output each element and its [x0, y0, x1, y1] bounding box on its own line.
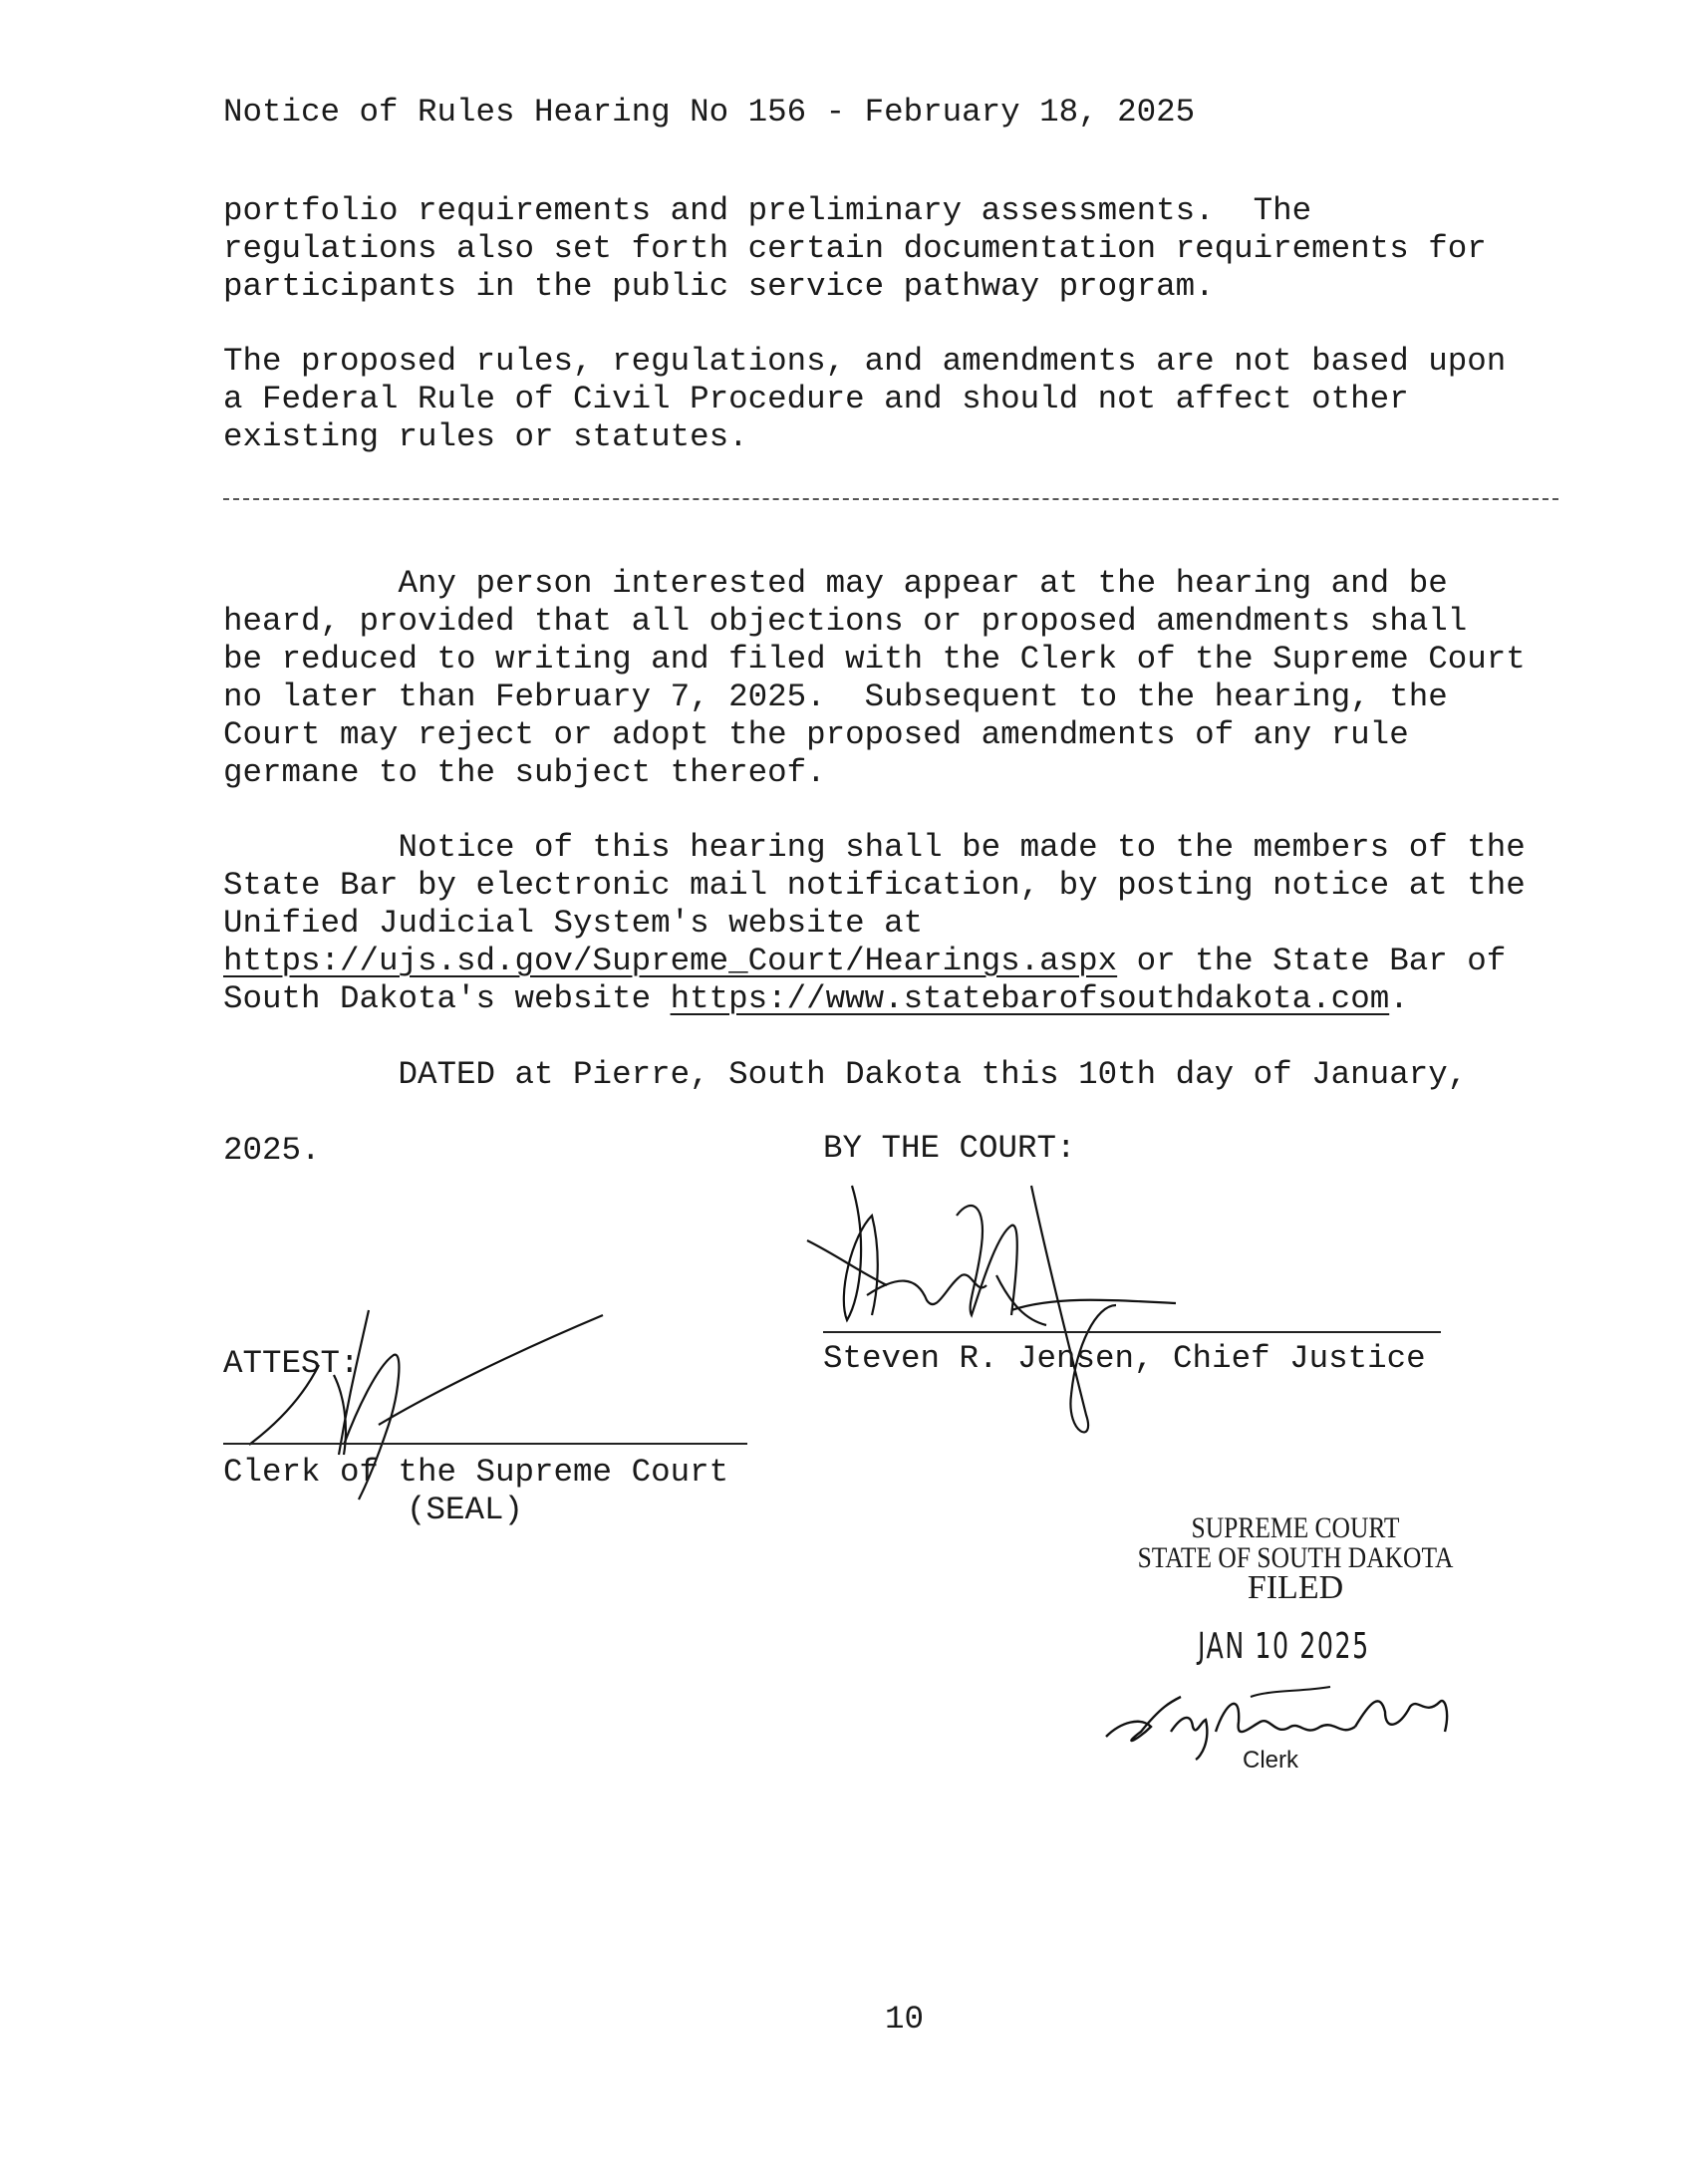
- paragraph-line: Any person interested may appear at the hearing and be: [223, 565, 1448, 602]
- stamp-state-name: STATE OF SOUTH DAKOTA: [1137, 1541, 1454, 1574]
- stamp-date: JAN 10 2025: [1198, 1626, 1370, 1667]
- paragraph-line: heard, provided that all objections or proposed amendments shall: [223, 603, 1468, 640]
- paragraph-line: The proposed rules, regulations, and amendments are not based upon: [223, 343, 1507, 380]
- paragraph-line: Notice of this hearing shall be made to the members of the: [223, 829, 1526, 866]
- chief-justice-signature: [797, 1176, 1216, 1445]
- state-bar-link[interactable]: https://www.statebarofsouthdakota.com: [670, 980, 1390, 1017]
- paragraph-line: portfolio requirements and preliminary assessments. The: [223, 192, 1312, 229]
- paragraph-line: [223, 980, 1409, 1018]
- link-trailing-text: .: [1389, 980, 1409, 1017]
- paragraph-line: Court may reject or adopt the proposed amendments of any rule: [223, 716, 1409, 753]
- chief-justice-name: Steven R. Jensen, Chief Justice: [823, 1340, 1426, 1377]
- dashed-divider: [223, 498, 1558, 500]
- seal-label: (SEAL): [407, 1492, 524, 1528]
- chief-justice-signature-line: [823, 1331, 1441, 1333]
- stamp-filed-label: FILED: [1247, 1569, 1344, 1606]
- dated-line: DATED at Pierre, South Dakota this 10th day of January,: [223, 1056, 1468, 1093]
- paragraph-line: existing rules or statutes.: [223, 418, 748, 455]
- paragraph-line: no later than February 7, 2025. Subsequent to the hearing, the: [223, 679, 1448, 715]
- paragraph-line: State Bar by electronic mail notification, by posting notice at the: [223, 867, 1526, 904]
- paragraph-line: regulations also set forth certain documentation requirements for: [223, 230, 1487, 267]
- paragraph-line: a Federal Rule of Civil Procedure and should not affect other: [223, 381, 1409, 417]
- clerk-signature-line: [223, 1443, 747, 1445]
- by-the-court-label: BY THE COURT:: [823, 1130, 1076, 1167]
- paragraph-line: be reduced to writing and filed with the Clerk of the Supreme Court: [223, 641, 1526, 678]
- paragraph-line: [223, 943, 1506, 980]
- dated-year: 2025.: [223, 1132, 321, 1169]
- link-trailing-text: or the State Bar of: [1117, 943, 1507, 979]
- attest-label: ATTEST:: [223, 1345, 360, 1382]
- paragraph-line: participants in the public service pathway program.: [223, 268, 1215, 305]
- clerk-title: Clerk of the Supreme Court: [223, 1454, 729, 1491]
- ujs-hearings-link[interactable]: https://ujs.sd.gov/Supreme_Court/Hearings.aspx: [223, 943, 1118, 979]
- link-leading-text: South Dakota's website: [223, 980, 671, 1017]
- stamp-court-name: SUPREME COURT: [1191, 1511, 1400, 1544]
- paragraph-line: Unified Judicial System's website at: [223, 905, 924, 942]
- stamp-clerk-label: Clerk: [1243, 1747, 1299, 1774]
- page-header-title: Notice of Rules Hearing No 156 - February 18, 2025: [223, 94, 1196, 131]
- paragraph-line: germane to the subject thereof.: [223, 754, 826, 791]
- page-number: 10: [885, 2001, 925, 2038]
